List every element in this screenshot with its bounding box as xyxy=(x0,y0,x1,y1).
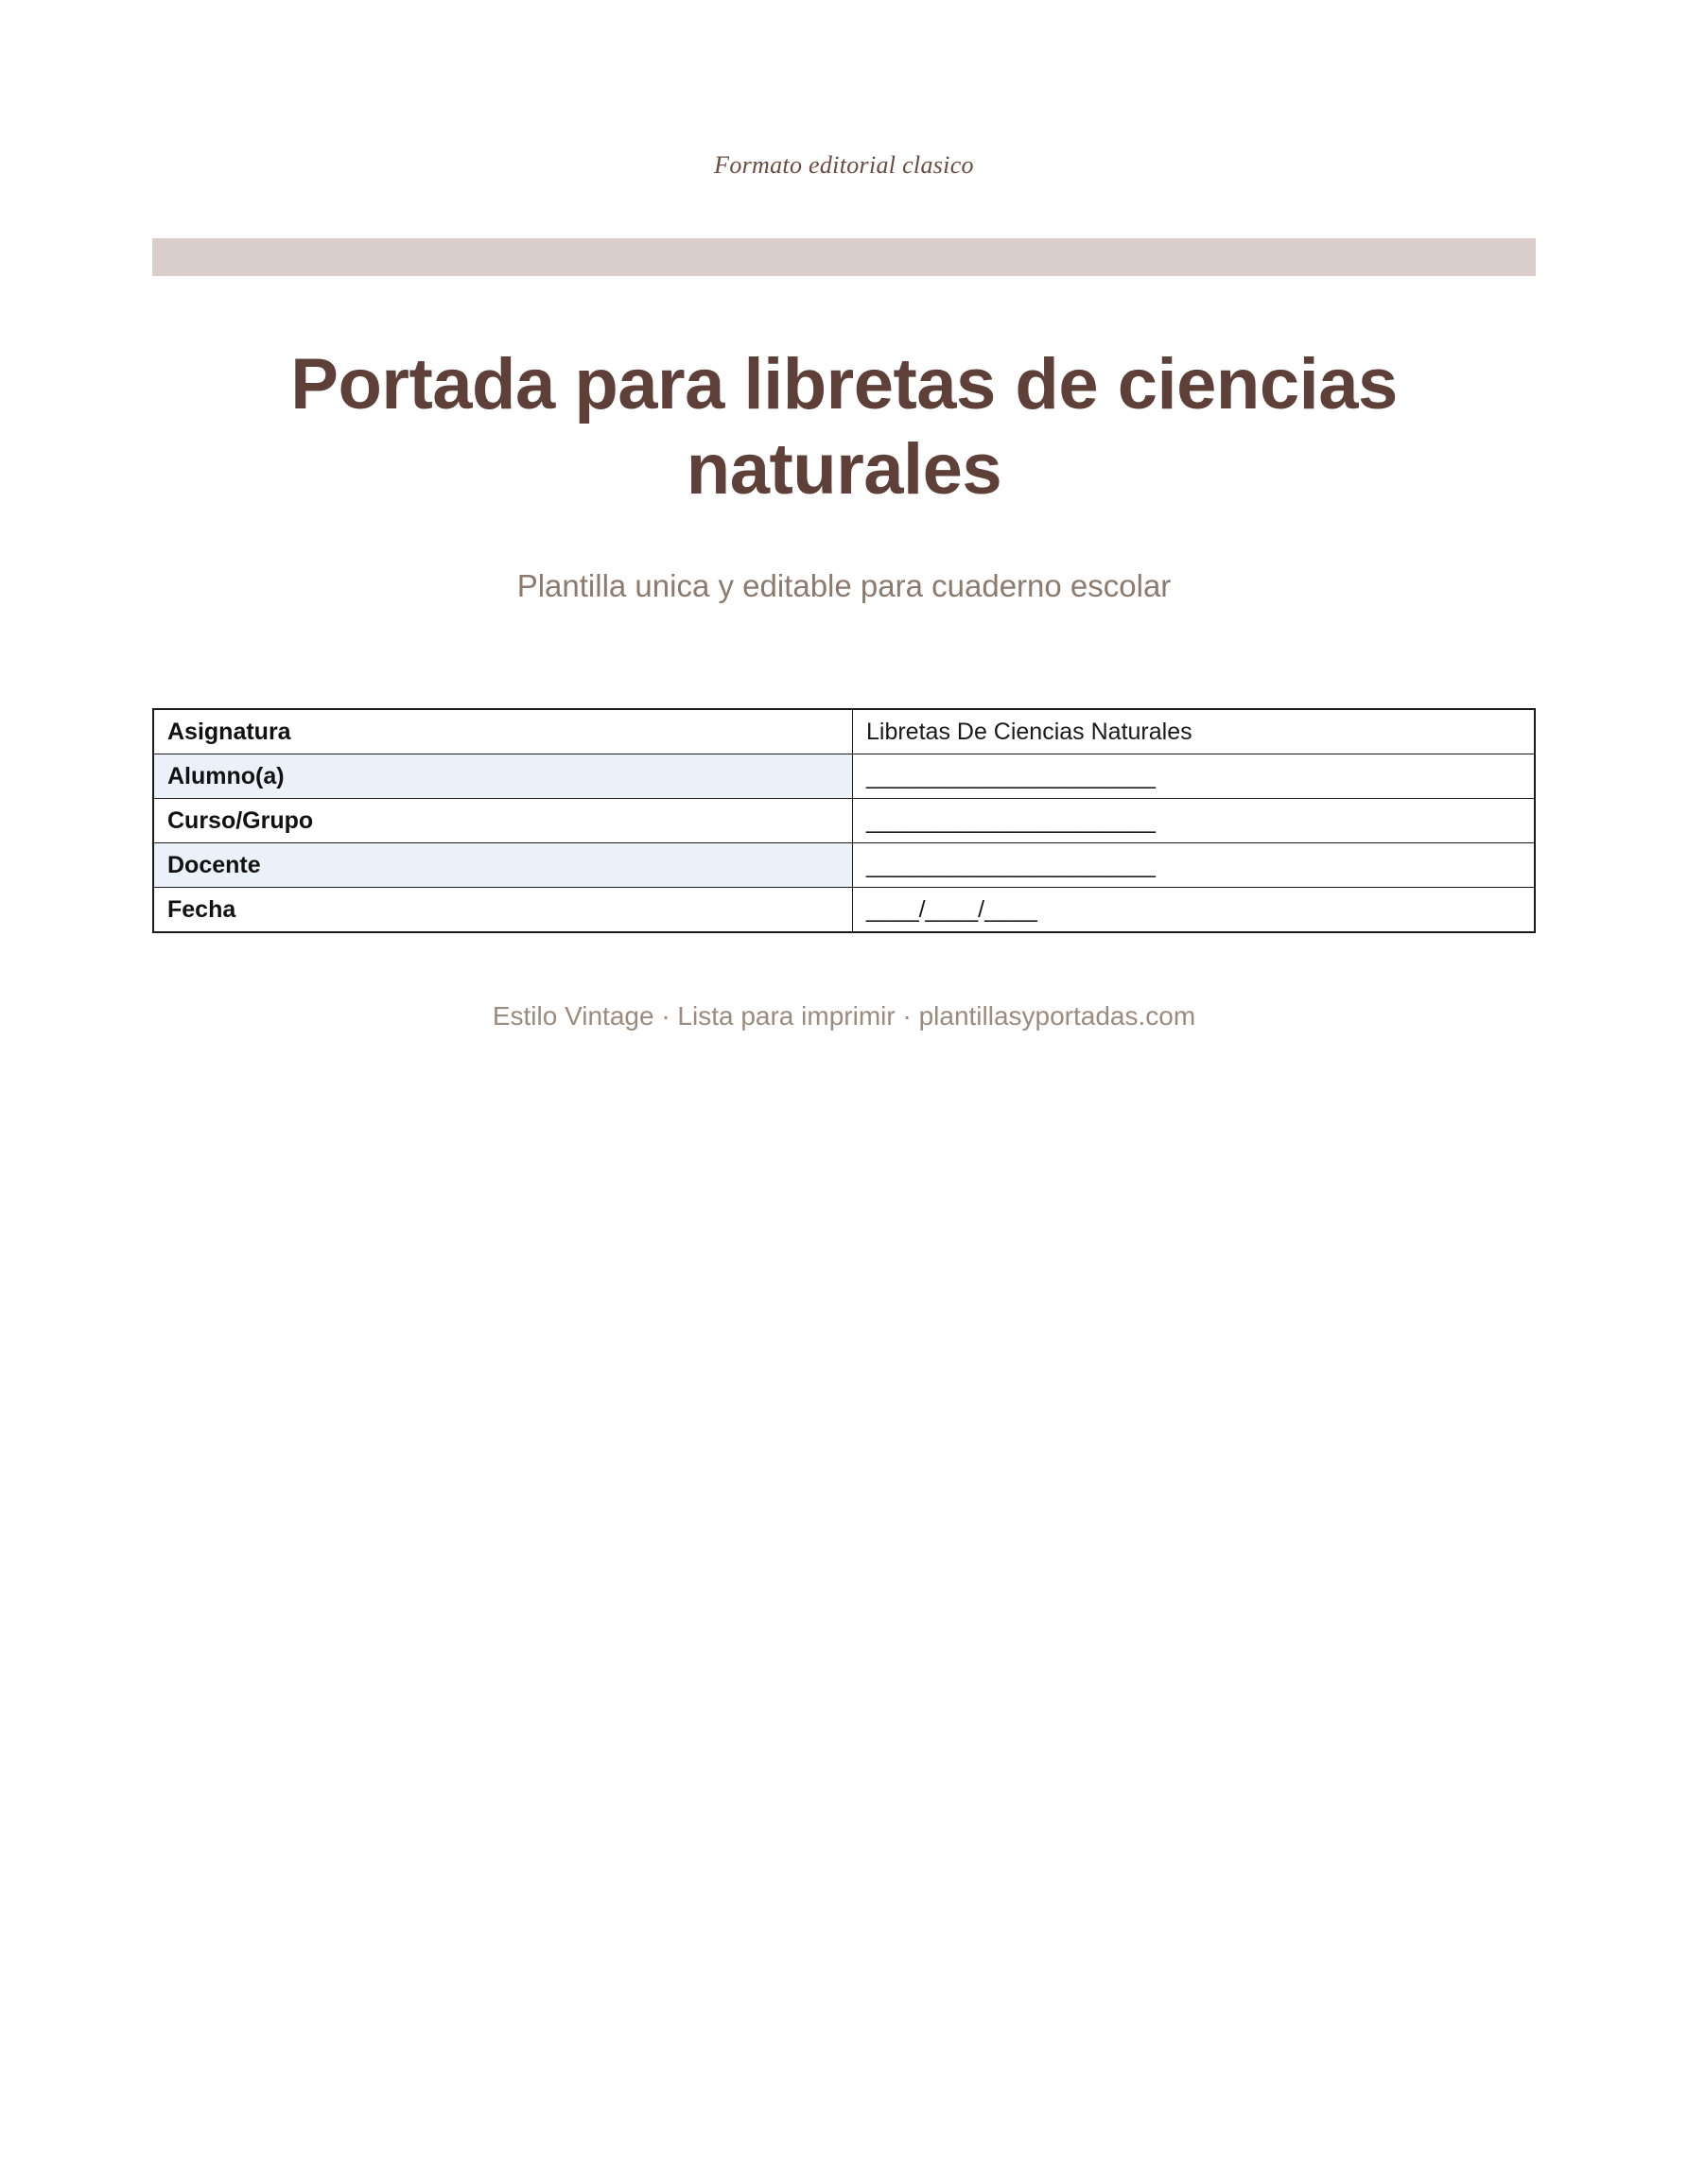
row-value-fecha[interactable]: ____/____/____ xyxy=(853,888,1536,933)
row-label-fecha: Fecha xyxy=(153,888,853,933)
table-row xyxy=(153,888,1535,933)
row-value-asignatura[interactable]: Libretas De Ciencias Naturales xyxy=(853,709,1536,754)
row-label-curso: Curso/Grupo xyxy=(153,799,853,843)
table-row xyxy=(153,754,1535,799)
row-value-docente[interactable]: ______________________ xyxy=(853,843,1536,888)
title-block xyxy=(230,276,1459,604)
page-title: Portada para libretas de ciencias naturales xyxy=(290,344,1398,510)
info-table xyxy=(152,708,1536,933)
row-value-alumno[interactable]: ______________________ xyxy=(853,754,1536,799)
table-row xyxy=(153,799,1535,843)
table-row xyxy=(153,843,1535,888)
row-label-docente: Docente xyxy=(153,843,853,888)
document-eyebrow: Formato editorial clasico xyxy=(714,151,974,179)
page-subtitle: Plantilla unica y editable para cuaderno escolar xyxy=(516,568,1172,604)
footer-note: Estilo Vintage · Lista para imprimir · plantillasyportadas.com xyxy=(492,1001,1196,1031)
row-label-asignatura: Asignatura xyxy=(153,709,853,754)
table-row xyxy=(153,709,1535,754)
row-label-alumno: Alumno(a) xyxy=(153,754,853,799)
decorative-band xyxy=(152,238,1536,276)
info-table-wrapper xyxy=(152,708,1536,933)
row-value-curso[interactable]: ______________________ xyxy=(853,799,1536,843)
